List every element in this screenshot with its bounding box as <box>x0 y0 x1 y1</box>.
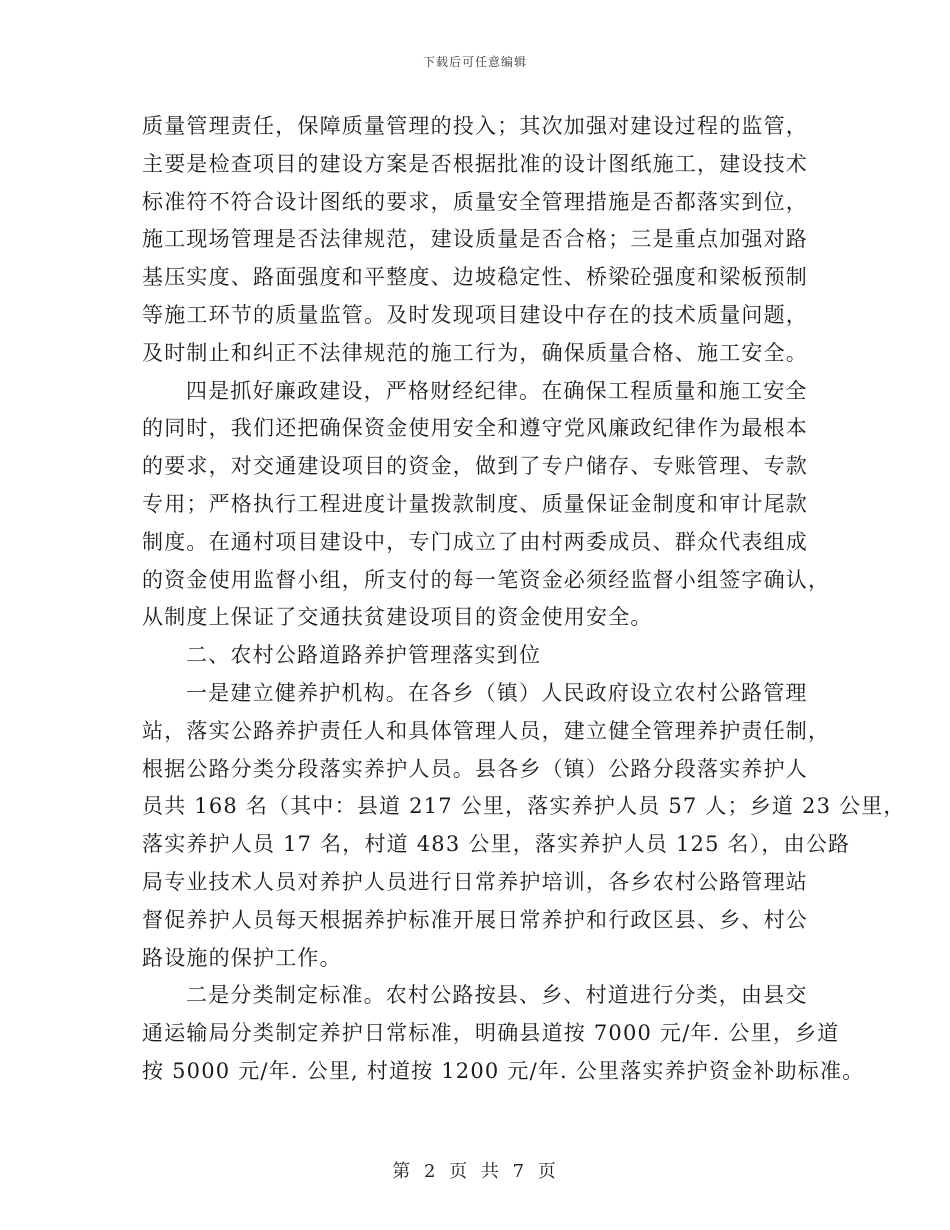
paragraph-maintenance-organization <box>142 675 906 977</box>
text-line: 的资金使用监督小组，所支付的每一笔资金必须经监督小组签字确认， <box>142 567 831 592</box>
text-line-indented <box>142 373 812 411</box>
text-line: 专用；严格执行工程进度计量拨款制度、质量保证金制度和审计尾款 <box>142 491 808 516</box>
text-line: 按 5000 元/年. 公里, 村道按 1200 元/年. 公里落实养护资金补助标准。 <box>142 1058 865 1083</box>
text-line-indented <box>142 675 812 713</box>
text-line: 制度。在通村项目建设中，专门成立了由村两委成员、群众代表组成 <box>142 529 808 554</box>
text-line: 主要是检查项目的建设方案是否根据批准的设计图纸施工，建设技术 <box>142 151 808 176</box>
paragraph-quality-supervision <box>142 108 812 373</box>
paragraph-integrity-discipline <box>142 373 831 638</box>
text-line: 标准符不符合设计图纸的要求，质量安全管理措施是否都落实到位， <box>142 189 808 214</box>
text-line: 等施工环节的质量监管。及时发现项目建设中存在的技术质量问题， <box>142 302 808 327</box>
text-line: 员共 168 名（其中：县道 217 公里，落实养护人员 57 人；乡道 23 公里， <box>142 794 906 819</box>
document-body <box>142 108 906 1091</box>
text-line: 站，落实公路养护责任人和具体管理人员，建立健全管理养护责任制， <box>142 718 831 743</box>
header-note: 下载后可任意编辑 <box>422 55 527 69</box>
text-line-indented <box>142 637 812 675</box>
text-line: 质量管理责任，保障质量管理的投入；其次加强对建设过程的监管， <box>142 114 808 138</box>
text-line: 及时制止和纠正不法律规范的施工行为，确保质量合格、施工安全。 <box>142 340 808 365</box>
text-line: 基压实度、路面强度和平整度、边坡稳定性、桥梁砼强度和梁板预制 <box>142 265 808 290</box>
section-heading-road-maintenance <box>142 637 812 675</box>
text-line: 督促养护人员每天根据养护标准开展日常养护和行政区县、乡、村公 <box>142 907 808 932</box>
text-line: 二是分类制定标准。农村公路按县、乡、村道进行分类，由县交 <box>186 983 808 1008</box>
text-line: 施工现场管理是否法律规范，建设质量是否合格；三是重点加强对路 <box>142 227 808 252</box>
page-number: 第 2 页 共 7 页 <box>392 1161 558 1182</box>
text-line: 一是建立健养护机构。在各乡（镇）人民政府设立农村公路管理 <box>186 680 808 705</box>
text-line: 根据公路分类分段落实养护人员。县各乡（镇）公路分段落实养护人 <box>142 756 808 781</box>
text-line: 的同时，我们还把确保资金使用安全和遵守党风廉政纪律作为最根本 <box>142 416 808 441</box>
text-line: 的要求，对交通建设项目的资金，做到了专户储存、专账管理、专款 <box>142 454 808 479</box>
text-line-indented <box>142 977 812 1015</box>
text-line: 通运输局分类制定养护日常标准，明确县道按 7000 元/年. 公里，乡道 <box>142 1021 840 1046</box>
text-line: 落实养护人员 17 名，村道 483 公里，落实养护人员 125 名），由公路 <box>142 832 851 857</box>
heading-text: 二、农村公路道路养护管理落实到位 <box>186 643 542 668</box>
text-line: 从制度上保证了交通扶贫建设项目的资金使用安全。 <box>142 605 653 630</box>
text-line: 四是抓好廉政建设，严格财经纪律。在确保工程质量和施工安全 <box>186 378 808 403</box>
paragraph-classification-standards <box>142 977 865 1090</box>
text-line: 路设施的保护工作。 <box>142 945 342 970</box>
text-line: 局专业技术人员对养护人员进行日常养护培训，各乡农村公路管理站 <box>142 869 808 894</box>
